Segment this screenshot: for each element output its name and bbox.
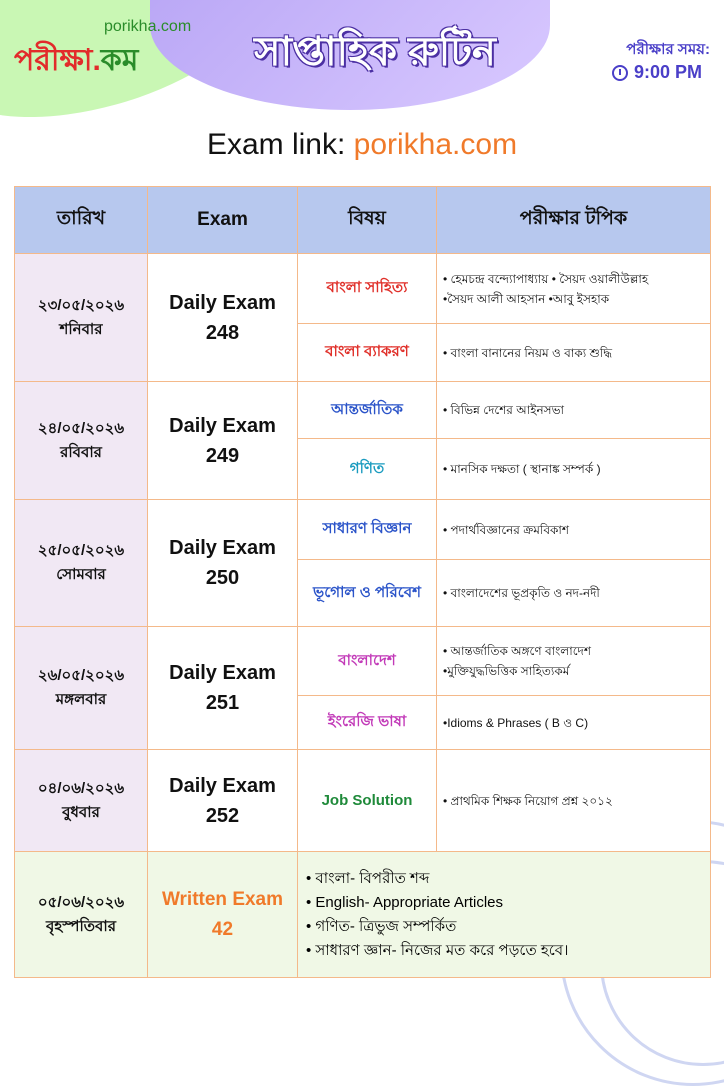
logo-dot: .	[92, 44, 101, 77]
table-row	[15, 750, 711, 852]
exam-name: Daily Exam	[169, 537, 276, 559]
date-text: ২৬/০৫/২০২৬	[37, 667, 125, 684]
subject-cell	[298, 382, 437, 439]
exam-number: 250	[205, 567, 240, 589]
topic-cell	[437, 439, 711, 500]
exam-cell	[148, 852, 298, 978]
date-text: ০৪/০৬/২০২৬	[37, 779, 125, 797]
header-subject: বিষয়	[298, 187, 437, 254]
exam-cell	[148, 254, 298, 382]
date-text: ০৫/০৬/২০২৬	[37, 893, 125, 911]
exam-name: Daily Exam	[169, 414, 276, 437]
topic-line: • বিভিন্ন দেশের আইনসভা	[443, 403, 564, 417]
topic-cell	[437, 696, 711, 750]
subject-cell	[298, 750, 437, 852]
day-text: রবিবার	[60, 443, 102, 461]
date-text: ২৫/০৫/২০২৬	[37, 542, 125, 559]
topic-line: • পদার্থবিজ্ঞানের ক্রমবিকাশ	[443, 522, 570, 537]
table-header-row	[15, 187, 711, 254]
logo-text-part1: পরীক্ষা	[14, 44, 93, 77]
exam-name: Daily Exam	[169, 774, 276, 797]
topic-line: • আন্তর্জাতিক অঙ্গণে বাংলাদেশ	[443, 644, 591, 658]
topic-line: • বাংলা- বিপরীত শব্দ	[306, 869, 430, 887]
logo-url: porikha.com	[104, 18, 192, 35]
date-cell	[15, 382, 148, 500]
clock-icon	[612, 65, 628, 81]
topic-line: • মানসিক দক্ষতা ( স্থানাঙ্ক সম্পর্ক )	[443, 462, 601, 476]
exam-number: 248	[205, 321, 240, 344]
subject-name: আন্তর্জাতিক	[331, 400, 403, 418]
written-exam-row	[15, 852, 711, 978]
exam-cell	[148, 750, 298, 852]
exam-cell	[148, 500, 298, 627]
day-text: বৃহস্পতিবার	[46, 917, 116, 935]
date-cell	[15, 254, 148, 382]
exam-number: 252	[205, 804, 240, 827]
topic-cell	[437, 324, 711, 382]
day-text: শনিবার	[59, 320, 103, 338]
exam-name: Daily Exam	[169, 662, 276, 684]
day-text: মঙ্গলবার	[55, 691, 107, 708]
day-text: সোমবার	[56, 566, 106, 583]
topic-line: •Idioms & Phrases ( B ও C)	[443, 715, 589, 730]
routine-table	[14, 186, 711, 978]
subject-cell	[298, 254, 437, 324]
date-text: ২৪/০৫/২০২৬	[37, 419, 125, 437]
exam-link-label: Exam link:	[206, 128, 354, 161]
subject-cell	[298, 560, 437, 627]
subject-name: সাধারণ বিজ্ঞান	[322, 520, 412, 537]
topic-line: • প্রাথমিক শিক্ষক নিয়োগ প্রশ্ন ২০১২	[443, 793, 613, 808]
topic-line: • বাংলাদেশের ভূপ্রকৃতি ও নদ-নদী	[443, 586, 600, 600]
exam-link-line	[0, 128, 724, 162]
topic-cell	[437, 254, 711, 324]
date-cell	[15, 852, 148, 978]
table-row	[15, 254, 711, 324]
table-row	[15, 500, 711, 560]
exam-cell	[148, 382, 298, 500]
subject-cell	[298, 500, 437, 560]
date-text: ২৩/০৫/২০২৬	[37, 296, 125, 314]
subject-name: ইংরেজি ভাষা	[327, 713, 407, 730]
date-cell	[15, 750, 148, 852]
date-cell	[15, 500, 148, 627]
logo-text	[14, 36, 138, 87]
exam-number: 249	[205, 444, 240, 467]
subject-cell	[298, 439, 437, 500]
exam-time-value: 9:00 PM	[633, 62, 702, 82]
page-title: সাপ্তাহিক রুটিন	[254, 30, 496, 74]
exam-name: Written Exam	[161, 888, 284, 910]
header-exam: Exam	[148, 187, 298, 254]
topic-cell	[437, 627, 711, 696]
exam-cell	[148, 627, 298, 750]
topic-line: • হেমচন্দ্র বন্দ্যোপাধ্যায় • সৈয়দ ওয়ালীউল্লাহ	[443, 271, 649, 286]
topic-line: • সাধারণ জ্ঞান- নিজের মত করে পড়তে হবে।	[306, 941, 569, 959]
topic-line: • English- Appropriate Articles	[306, 893, 504, 911]
topic-line: •সৈয়দ আলী আহসান •আবু ইসহাক	[443, 291, 610, 306]
header-date: তারিখ	[15, 187, 148, 254]
table-row	[15, 382, 711, 439]
table-row	[15, 627, 711, 696]
subject-cell	[298, 627, 437, 696]
exam-number: 42	[211, 918, 234, 940]
subject-cell	[298, 324, 437, 382]
subject-name: বাংলা সাহিত্য	[326, 279, 408, 296]
topic-cell	[437, 382, 711, 439]
subject-name: Job Solution	[321, 792, 413, 809]
written-topics-cell	[298, 852, 711, 978]
subject-name: ভূগোল ও পরিবেশ	[313, 583, 421, 601]
day-text: বুধবার	[62, 803, 100, 821]
exam-number: 251	[205, 692, 240, 714]
exam-link-url[interactable]: porikha.com	[353, 128, 518, 161]
topic-line: • বাংলা বানানের নিয়ম ও বাক্য শুদ্ধি	[443, 345, 613, 360]
logo-text-part2: কম	[100, 44, 139, 77]
exam-time	[612, 62, 702, 83]
exam-name: Daily Exam	[169, 291, 276, 314]
topic-cell	[437, 560, 711, 627]
header-topic: পরীক্ষার টপিক	[437, 187, 711, 254]
date-cell	[15, 627, 148, 750]
subject-cell	[298, 696, 437, 750]
subject-name: বাংলা ব্যাকরণ	[325, 343, 409, 360]
subject-name: বাংলাদেশ	[338, 651, 396, 669]
topic-line: • গণিত- ত্রিভুজ সম্পর্কিত	[306, 917, 457, 935]
site-logo	[14, 14, 194, 77]
topic-cell	[437, 750, 711, 852]
subject-name: গণিত	[349, 459, 385, 477]
topic-cell	[437, 500, 711, 560]
exam-time-label: পরীক্ষার সময়:	[626, 41, 710, 58]
topic-line: •মুক্তিযুদ্ধভিত্তিক সাহিত্যকর্ম	[443, 664, 570, 678]
